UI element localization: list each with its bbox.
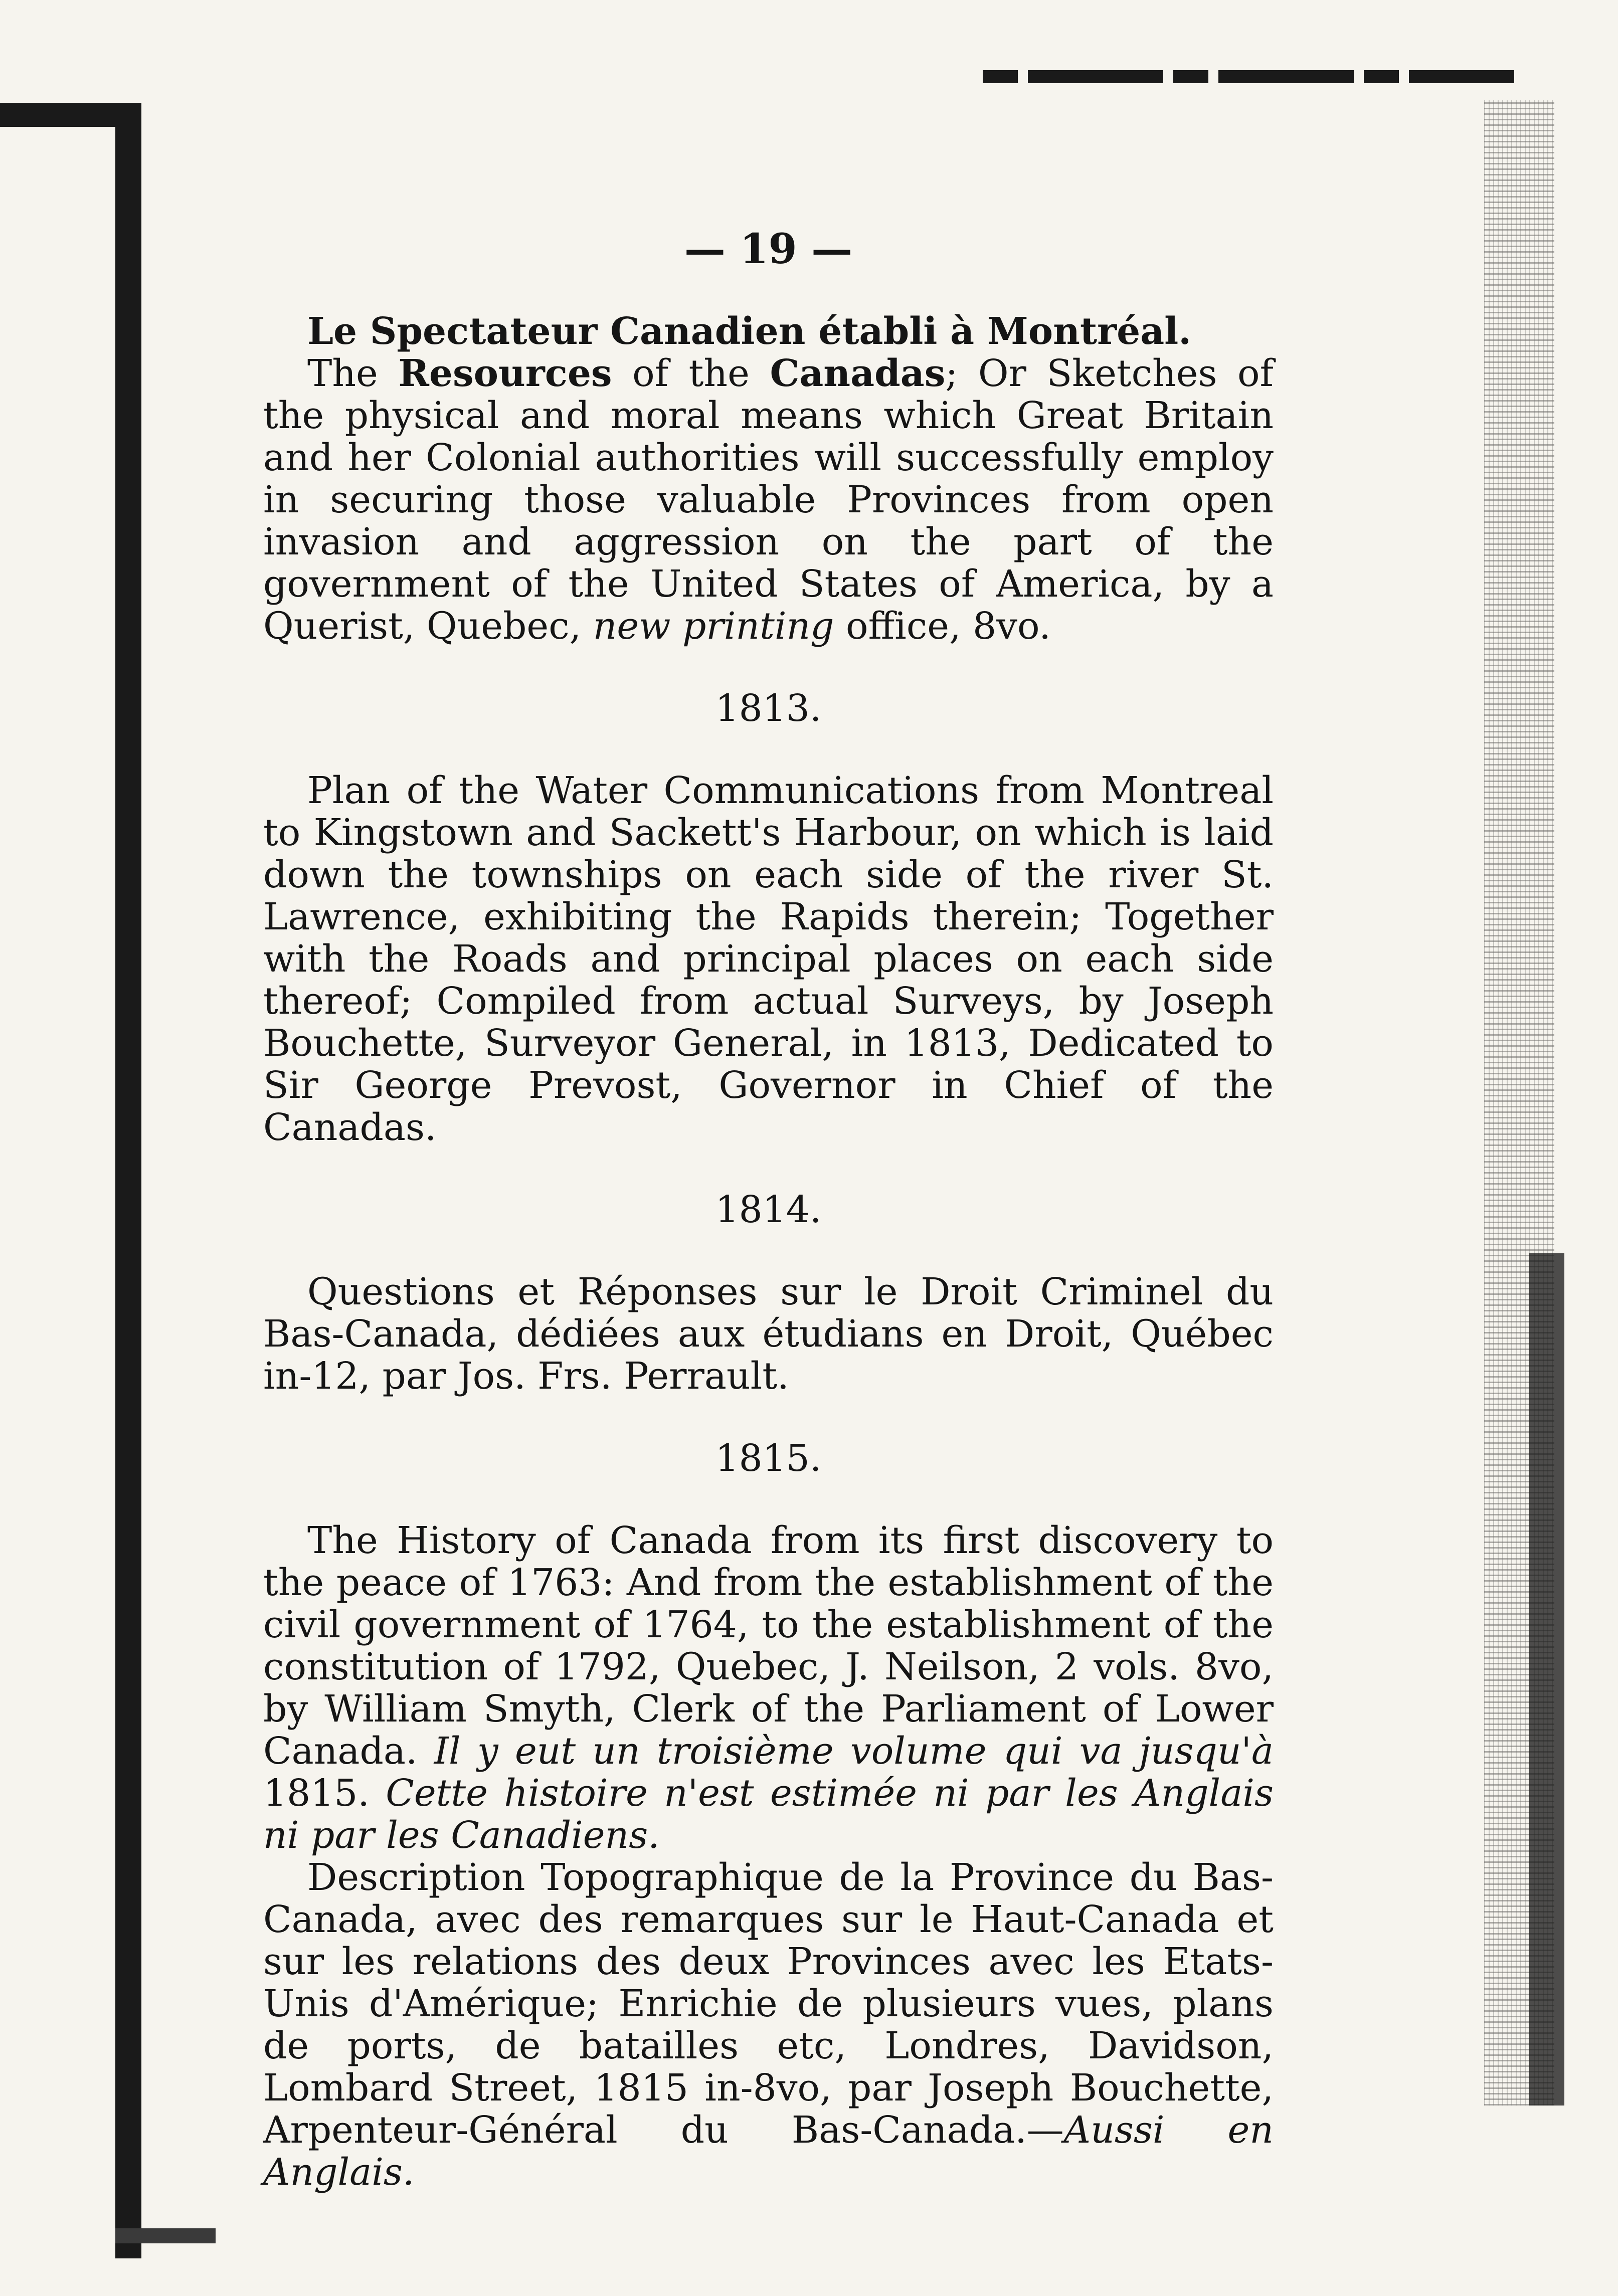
entry-plan-water-communications: Plan of the Water Communications from Montreal to Kingstown and Sackett's Harbour, on which is laid down the townships on each side of the river St. Lawrence, exhibiting the Rapids therein; Together with the Roads and principal places on each side thereof; Compiled from actual Surveys, by Joseph Bouchette, Surveyor General, in 1813, Dedicated to Sir George Prevost, Governor in Chief of the Canadas. <box>263 769 1274 1149</box>
entry-resources-canadas: Canadas <box>770 352 946 395</box>
year-heading-1814: 1814. <box>715 1188 822 1231</box>
entry-spectateur-text: Le Spectateur Canadien établi à Montréal. <box>307 310 1192 353</box>
entry-questions-reponses: Questions et Réponses sur le Droit Criminel du Bas-Canada, dédiées aux étudians en Droit, Québec in-12, par Jos. Frs. Perrault. <box>263 1270 1274 1398</box>
entry-history-of-canada <box>263 1519 1274 1856</box>
entry-history-note-year: 1815. <box>263 1772 370 1815</box>
page-number: — 19 — <box>684 225 853 273</box>
entry-history-note-b: Cette histoire n'est estimée ni par les Anglais ni par les Canadiens. <box>263 1772 1274 1857</box>
entry-spectateur <box>263 310 1274 352</box>
page-text <box>263 225 1274 2194</box>
entry-description-italic: Aussi en Anglais. <box>263 2109 1274 2194</box>
scan-top-rule <box>983 70 1514 83</box>
scan-edge-shadow <box>1529 1253 1564 2106</box>
scan-gutter-bar <box>115 103 141 2258</box>
year-heading-1815: 1815. <box>715 1437 822 1480</box>
entry-resources-end: office, 8vo. <box>834 605 1051 648</box>
entry-resources-pre: The <box>307 352 399 395</box>
entry-resources-title: Resources <box>398 352 612 395</box>
year-heading-1813: 1813. <box>715 687 822 730</box>
entry-resources-mid: of the <box>612 352 770 395</box>
entry-description-text: Description Topographique de la Province du Bas-Canada, avec des remarques sur le Haut-Canada et sur les relations des deux Provinces avec les Etats-Unis d'Amérique; Enrichie de plusieurs vues, plans de ports, de batailles etc, Londres, Davidson, Lombard Street, 1815 in-8vo, par Joseph Bouchette, Arpenteur-Général du Bas-Canada.— <box>263 1856 1274 2152</box>
scan-gutter-foot <box>115 2228 216 2243</box>
entry-history-note-a: Il y eut un troisième volume qui va jusqu'à <box>434 1730 1274 1773</box>
entry-description-topographique <box>263 1856 1274 2193</box>
entry-resources-rest: ; Or Sketches of the physical and moral means which Great Britain and her Colonial authorities will successfully employ in securing those valuable Provinces from open invasion and aggression on the part of the government of the United States of America, by a Querist, Quebec, <box>263 352 1274 648</box>
entry-resources-italic: new printing <box>593 605 834 648</box>
entry-resources <box>263 352 1274 647</box>
entry-history-text: The History of Canada from its first discovery to the peace of 1763: And from the establishment of the civil government of 1764, to the establishment of the constitution of 1792, Quebec, J. Neilson, 2 vols. 8vo, by William Smyth, Clerk of the Parliament of Lower Canada. <box>263 1519 1274 1773</box>
